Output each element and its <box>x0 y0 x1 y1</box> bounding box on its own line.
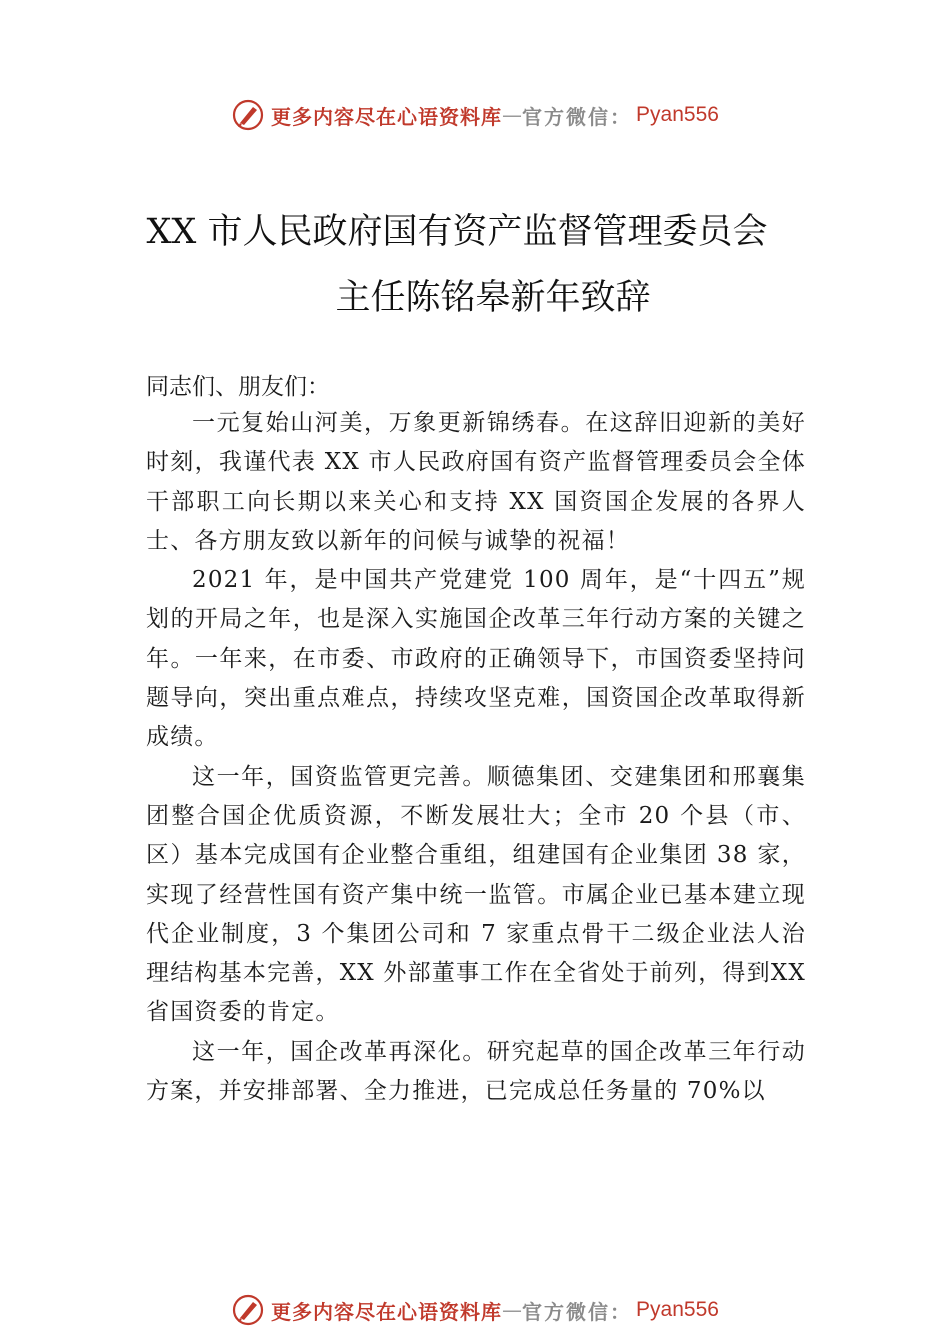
paragraph-3: 这一年，国资监管更完善。顺德集团、交建集团和邢襄集团整合国企优质资源，不断发展壮大；全市 20 个县（市、区）基本完成国有企业整合重组，组建国有企业集团 38 家，实现了经营性国有资产集中统一监管。市属企业已基本建立现代企业制度，3 个集团公司和 7 家重点骨干二级企业法人治理结构基本完善，XX 外部董事工作在全省处于前列，得到XX 省国资委的肯定。 <box>146 763 806 1026</box>
footer-watermark-banner <box>0 1290 950 1330</box>
speech-body <box>146 404 806 1111</box>
document-title-line2: 主任陈铭皋新年致辞 <box>335 278 651 318</box>
banner-wechat-label: 官方微信： <box>522 104 633 129</box>
greeting: 同志们、朋友们： <box>146 374 330 400</box>
banner-wechat-id: Pyan556 <box>636 1298 719 1321</box>
paragraph-1: 一元复始山河美，万象更新锦绣春。在这辞旧迎新的美好时刻，我谨代表 XX 市人民政府国有资产监督管理委员会全体干部职工向长期以来关心和支持 XX 国资国企发展的各界人士、各方朋友致以新年的问候与诚挚的祝福！ <box>146 410 806 554</box>
pen-logo-icon <box>231 98 265 132</box>
banner-wechat-id: Pyan556 <box>636 103 719 126</box>
banner-library-text: 更多内容尽在心语资料库 <box>271 104 503 129</box>
banner-wechat-label: 官方微信： <box>522 1299 633 1324</box>
banner-library-text: 更多内容尽在心语资料库 <box>271 1299 503 1324</box>
paragraph-2: 2021 年，是中国共产党建党 100 周年，是“十四五”规划的开局之年，也是深入实施国企改革三年行动方案的关键之年。一年来，在市委、市政府的正确领导下，市国资委坚持问题导向，突出重点难点，持续攻坚克难，国资国企改革取得新成绩。 <box>146 567 806 751</box>
banner-dash: — <box>502 1298 523 1322</box>
pen-logo-icon <box>231 1293 265 1327</box>
header-watermark-banner <box>0 95 950 135</box>
paragraph-4: 这一年，国企改革再深化。研究起草的国企改革三年行动方案，并安排部署、全力推进，已完成总任务量的 70%以 <box>146 1038 806 1105</box>
banner-dash: — <box>502 103 523 127</box>
document-title-line1: XX 市人民政府国有资产监督管理委员会 <box>146 212 768 252</box>
